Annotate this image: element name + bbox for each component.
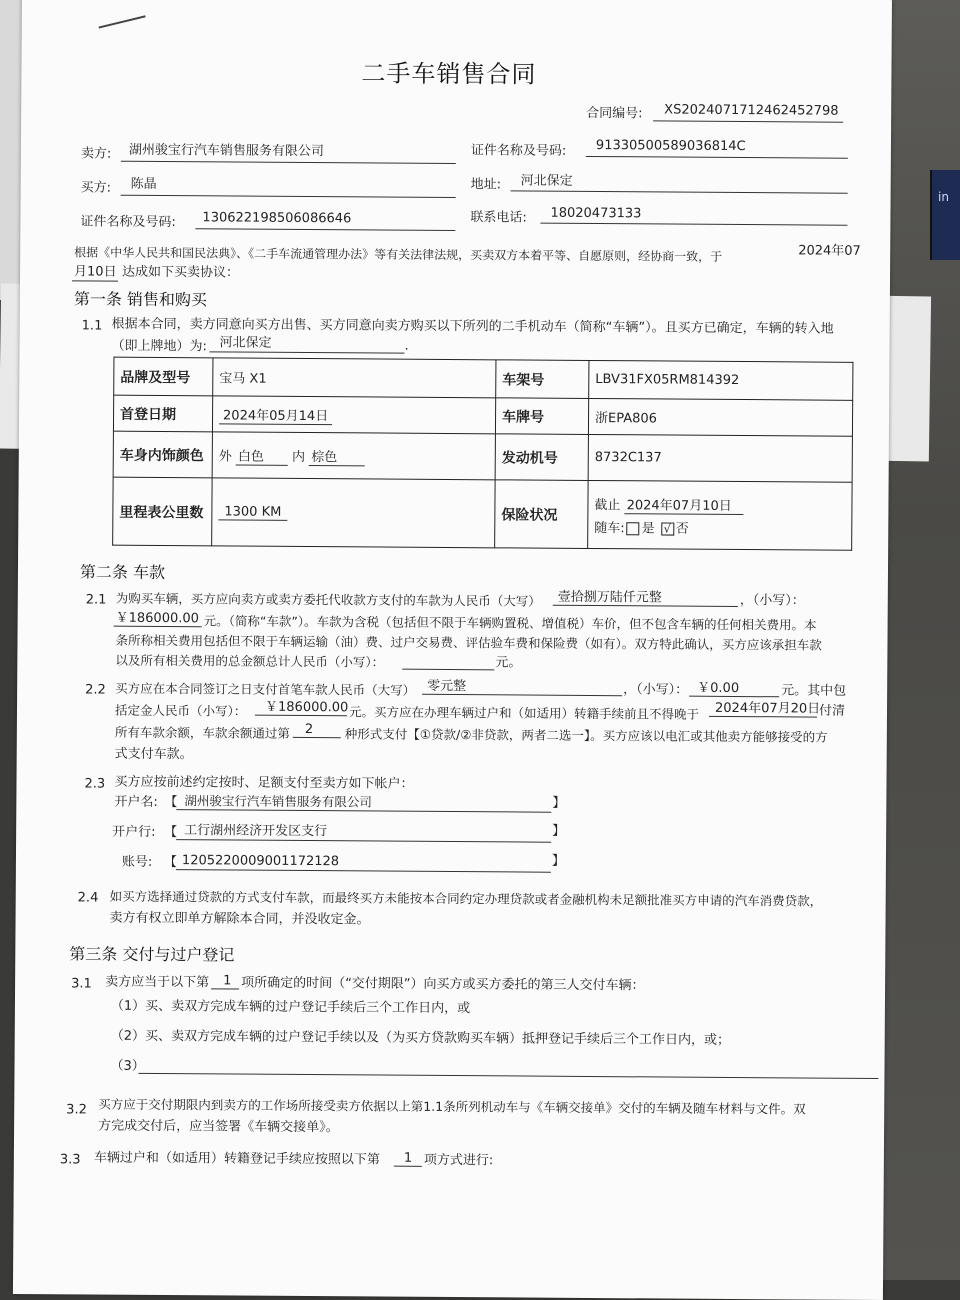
- period: .: [404, 338, 409, 354]
- clause-2-2-text: 付清: [818, 703, 846, 719]
- mileage-value: [212, 478, 495, 548]
- int-prefix: 内: [292, 449, 306, 465]
- table-row: [113, 431, 852, 482]
- clause-2-1-text: 以及所有相关费用的总金额总计人民币（小写）：: [115, 652, 385, 670]
- clause-3-2-text: 方完成交付后，应当签署《车辆交接单》。: [98, 1118, 339, 1136]
- article-3-heading: 第三条 交付与过户登记: [69, 944, 235, 965]
- payment-way: 2: [304, 721, 314, 738]
- bracket: 【: [163, 855, 178, 871]
- vin-value: LBV31FX05RM814392: [589, 360, 853, 400]
- clause-2-2-text: 元。其中包: [781, 683, 847, 699]
- ext-prefix: 外: [218, 449, 232, 465]
- insurance-value: [588, 480, 852, 550]
- clause-number: 2.4: [77, 890, 99, 906]
- underline: [138, 1073, 878, 1079]
- engine-value: 8732C137: [588, 434, 852, 482]
- ext-color: 白色: [236, 450, 288, 466]
- reg-date-value: [212, 396, 495, 434]
- monitor-edge: [930, 170, 960, 260]
- underline: [114, 626, 202, 628]
- clause-2-4-text: 如买方选择通过贷款的方式支付车款，而最终买方未能按本合同约定办理贷款或者金融机构未足额批准买方申请的汽车消费贷款，: [109, 888, 823, 909]
- plate-label: 车牌号: [495, 398, 588, 435]
- underline: [121, 195, 456, 198]
- underline: [195, 228, 455, 231]
- underline: [402, 669, 494, 671]
- clause-number: 3.1: [71, 976, 92, 992]
- preamble-line: 根据《中华人民共和国民法典》、《二手车流通管理办法》等有关法律法规，买卖双方本着平等、自愿原则，经协商一致，于: [74, 245, 723, 264]
- underline: [293, 737, 341, 738]
- until-prefix: 截止: [594, 497, 621, 513]
- buyer-tel-label: 联系电话:: [470, 210, 527, 226]
- clause-number: 1.1: [81, 318, 103, 334]
- checkbox-yes: [627, 522, 640, 535]
- underline: [211, 988, 239, 989]
- underline: [709, 716, 817, 718]
- reg-date-label: 首登日期: [113, 395, 212, 432]
- monitor-text: in: [938, 190, 949, 204]
- checkbox-yes-label: 是: [641, 520, 655, 536]
- preamble-date-b: 月10日: [74, 264, 117, 280]
- clause-2-1-text: 条所称相关费用包括但不限于车辆运输（油）费、过户交易费、评估验车费和保险费（如有）。双方特此确认，买方应该承担车款: [115, 632, 822, 653]
- underline: [72, 280, 118, 281]
- article-1-heading: 第一条 销售和购买: [73, 289, 208, 310]
- small-label: ，（小写）：: [739, 593, 805, 609]
- underline: [121, 161, 456, 164]
- pen-mark: [99, 15, 149, 42]
- clause-3-2-text: 买方应于交付期限内到卖方的工作场所接受卖方依据以上第1.1条所列机动车与《车辆交接单》交付的车辆及随车材料与文件。双: [98, 1096, 806, 1117]
- underline: [511, 190, 848, 193]
- seller-id-label: 证件名称及号码:: [470, 143, 567, 159]
- underline: [689, 696, 779, 698]
- bracket: 】: [552, 795, 566, 811]
- yuan: 元。: [495, 655, 522, 671]
- clause-2-2-text: 所有车款余额，车款余额通过第: [114, 724, 290, 741]
- seller-label: 卖方:: [80, 146, 112, 162]
- contract-no-label: 合同编号:: [586, 105, 643, 122]
- buyer-address-value: 河北保定: [520, 173, 573, 189]
- contract-page: [13, 0, 892, 1300]
- underline: [586, 156, 848, 159]
- underline: [176, 809, 551, 813]
- color-label: 车身内饰颜色: [113, 431, 212, 478]
- account-name: 湖州骏宝行汽车销售服务有限公司: [184, 793, 372, 810]
- small-label: ，（小写）：: [623, 682, 689, 698]
- first-payment-upper: 零元整: [427, 678, 467, 695]
- underline: [553, 605, 738, 607]
- engine-label: 发动机号: [495, 434, 588, 481]
- clause-2-4-text: 卖方有权立即单方解除本合同，并没收定金。: [109, 910, 370, 928]
- clause-2-2-text: 买方应在本合同签订之日支付首笔车款人民币（大写）: [115, 680, 416, 698]
- plate-value: 浙EPA806: [588, 398, 852, 436]
- bracket: 【: [164, 825, 178, 841]
- underline: [255, 715, 347, 717]
- brand-value: 宝马 X1: [213, 358, 496, 398]
- clause-number: 2.2: [85, 682, 106, 698]
- article-2-heading: 第二条 车款: [79, 562, 166, 583]
- buyer-id-label: 证件名称及号码:: [80, 214, 176, 231]
- option-3: （3）: [110, 1058, 145, 1074]
- clause-3-1-text: 卖方应当于以下第: [105, 974, 210, 991]
- first-payment-small: ￥0.00: [697, 680, 740, 697]
- brand-label: 品牌及型号: [114, 357, 213, 396]
- account-no-label: 账号:: [121, 854, 153, 870]
- clause-number: 3.2: [66, 1102, 87, 1118]
- underline: [176, 839, 551, 843]
- clause-1-1-text: （即上牌地）为:: [111, 338, 207, 355]
- checkbox-no-label: 否: [675, 521, 689, 537]
- preamble-date-a: 2024年07: [798, 243, 861, 259]
- preamble-line: 达成如下买卖协议：: [122, 264, 240, 281]
- seller-value: 湖州骏宝行汽车销售服务有限公司: [128, 142, 324, 160]
- mileage-label: 里程表公里数: [113, 477, 212, 546]
- mileage-text: 1300 KM: [218, 504, 287, 520]
- price-upper: 壹拾捌万陆仟元整: [557, 589, 662, 606]
- insurance-label: 保险状况: [495, 480, 588, 549]
- price-small: ￥186000.00: [115, 610, 200, 627]
- final-payment-date: 2024年07月20日: [714, 700, 821, 717]
- vin-label: 车架号: [496, 360, 589, 399]
- buyer-label: 买方:: [80, 180, 112, 196]
- document-title: 二手车销售合同: [361, 59, 537, 89]
- vehicle-table: [112, 357, 853, 551]
- registration-place: 河北保定: [219, 335, 272, 351]
- delivery-item: 1: [223, 973, 232, 989]
- underline: [540, 223, 847, 226]
- table-row: [114, 357, 853, 400]
- clause-3-1-text: 项所确定的时间（“交付期限”）向买方或买方委托的第三人交付车辆：: [241, 975, 645, 994]
- clause-2-2-text: 元。买方应在办理车辆过户和（如适用）转籍手续前且不得晚于: [348, 704, 700, 722]
- table-row: [113, 395, 852, 436]
- buyer-id-value: 130622198506086646: [202, 210, 352, 227]
- clause-2-2-text: 式支付车款。: [114, 746, 193, 763]
- underline: [394, 1166, 422, 1167]
- with-car-label: 随车:: [594, 520, 625, 536]
- account-name-label: 开户名:: [114, 794, 158, 810]
- checkbox-no-checked: √: [661, 522, 674, 535]
- table-row: [113, 477, 852, 550]
- int-color: 棕色: [309, 450, 365, 466]
- color-value: [212, 432, 495, 480]
- clause-2-1-text: 元。（简称“车款”）。车款为含税（包括但不限于车辆购置税、增值税）车价，但不包含车辆的任何相关费用。本: [203, 613, 817, 633]
- insurance-until: [594, 494, 845, 515]
- clause-2-2-text: 种形式支付【①贷款/②非贷款，两者二选一】。买方应该以电汇或其他卖方能够接受的方: [344, 726, 828, 745]
- clause-2-2-text: 括定金人民币（小写）：: [114, 702, 247, 719]
- bank-name: 工行湖州经济开发区支行: [184, 823, 328, 840]
- clause-2-1-text: 为购买车辆，买方应向卖方或卖方委托代收款方支付的车款为人民币（大写）: [115, 590, 541, 609]
- buyer-value: 陈晶: [130, 176, 157, 192]
- clause-3-3-text: 项方式进行:: [423, 1152, 494, 1169]
- clause-number: 3.3: [59, 1152, 81, 1168]
- underline: [653, 120, 843, 122]
- bank-label: 开户行:: [112, 824, 156, 840]
- bracket: 】: [551, 853, 566, 869]
- underline: [422, 694, 622, 696]
- seller-id-value: 91330500589036814C: [595, 138, 746, 155]
- option-2: （2）买、卖双方完成车辆的过户登记手续以及（为买方贷款购买车辆）抵押登记手续后三个工作日内，或；: [110, 1028, 731, 1048]
- insurance-date: 2024年07月10日: [625, 498, 744, 515]
- buyer-address-label: 地址:: [470, 177, 502, 193]
- clause-3-3-text: 车辆过户和（如适用）转籍登记手续应按照以下第: [93, 1150, 380, 1168]
- bracket: 【: [164, 795, 178, 811]
- buyer-tel-value: 18020473133: [550, 205, 642, 222]
- account-no: 1205220009001172128: [181, 853, 340, 870]
- clause-number: 2.3: [84, 776, 106, 792]
- transfer-item: 1: [403, 1150, 413, 1166]
- underline: [176, 869, 551, 873]
- with-car-row: [594, 517, 845, 538]
- bracket: 】: [552, 823, 566, 839]
- clause-1-1-text: 根据本合同，卖方同意向买方出售、买方同意向卖方购买以下所列的二手机动车（简称“车辆”）。且买方已确定，车辆的转入地: [111, 316, 834, 337]
- option-1: （1）买、卖双方完成车辆的过户登记手续后三个工作日内，或: [110, 998, 471, 1017]
- clause-number: 2.1: [85, 592, 107, 608]
- underline: [210, 351, 405, 353]
- reg-date-text: 2024年05月14日: [219, 408, 332, 425]
- clause-2-3-text: 买方应按前述约定按时、足额支付至卖方如下帐户：: [114, 774, 414, 792]
- contract-no-value: XS2024071712462452798: [664, 102, 839, 119]
- deposit: ￥186000.00: [264, 699, 349, 716]
